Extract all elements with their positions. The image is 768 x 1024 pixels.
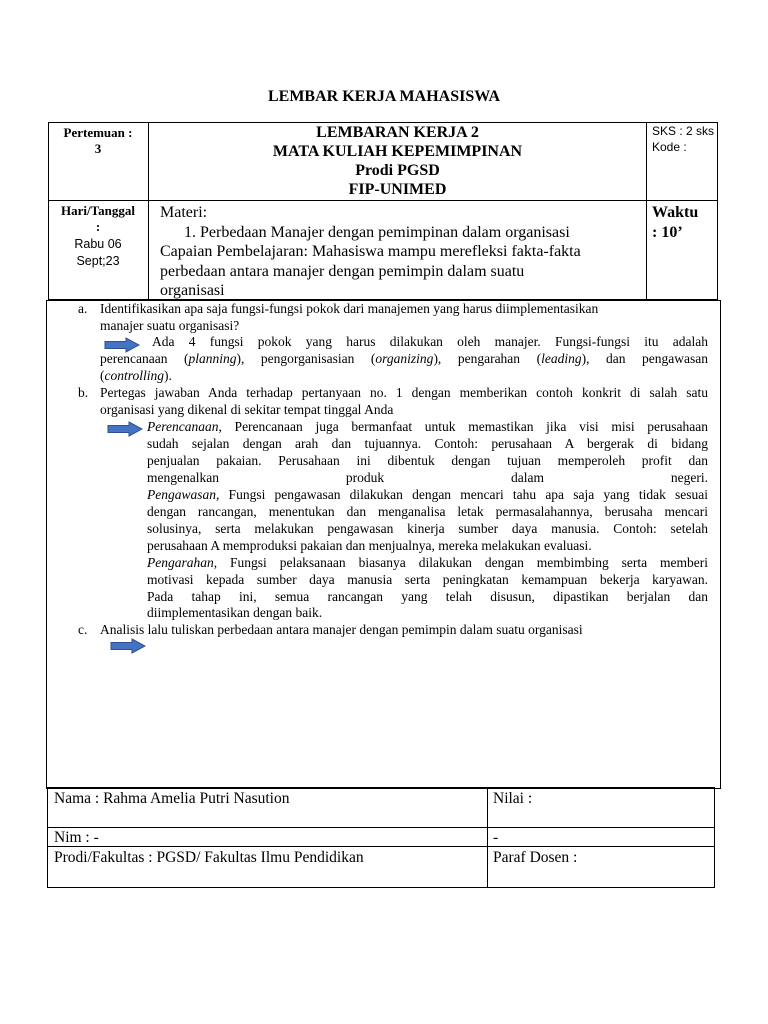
question-b-text-2: organisasi yang dikenal di sekitar tempat tinggal Anda xyxy=(100,402,394,417)
term-organizing: organizing xyxy=(375,351,434,366)
text-span: negeri. xyxy=(670,470,708,485)
question-a-text-1: Identifikasikan apa saja fungsi-fungsi pokok dari manajemen yang harus diimplementasikan xyxy=(100,301,599,316)
capaian-line-2: perbedaan antara manajer dengan pemimpin dalam suatu xyxy=(160,262,525,280)
waktu-label xyxy=(652,203,698,243)
answer-b-p2-line-3: solusinya, serta melakukan pengawasan kinerja sumber daya manusia. Contoh: setelah xyxy=(147,521,708,536)
prodi-label: Prodi/Fakultas : PGSD/ Fakultas Ilmu Pendidikan xyxy=(54,849,364,866)
term-pengawasan: Pengawasan, xyxy=(147,487,220,502)
arrow-right-icon xyxy=(107,421,143,437)
capaian-line-1: Capaian Pembelajaran: Mahasiswa mampu merefleksi fakta-fakta xyxy=(160,243,581,260)
waktu-line-1: Waktu xyxy=(652,204,699,221)
text-span: perencanaan ( xyxy=(100,351,189,366)
title-line-2: MATA KULIAH KEPEMIMPINAN xyxy=(272,143,523,160)
text-span: ), pengarahan ( xyxy=(433,351,542,366)
hari-label-line-2: : xyxy=(95,219,101,234)
term-planning: planning xyxy=(188,351,237,366)
pertemuan-label: Pertemuan : xyxy=(63,125,133,140)
answer-a-line-3 xyxy=(100,368,172,385)
hari-value-line-2: Sept;23 xyxy=(76,254,120,268)
title-line-3: Prodi PGSD xyxy=(355,162,440,179)
materi-block xyxy=(160,203,644,301)
capaian-line-3: organisasi xyxy=(160,282,225,299)
answer-b-p3-line-1 xyxy=(147,555,708,572)
term-perencanaan: Perencanaan xyxy=(147,419,219,434)
answer-b-p2-line-1 xyxy=(147,487,708,504)
materi-label: Materi: xyxy=(160,204,208,221)
nim-right: - xyxy=(493,829,499,846)
nim-label: Nim : - xyxy=(54,829,99,846)
answer-b-p1-line-4 xyxy=(147,470,708,487)
answer-b-p3-line-2: motivasi kepada sumber daya manusia serta peningkatan kemampuan bekerja karyawan. xyxy=(147,572,708,587)
materi-item: 1. Perbedaan Manajer dengan pemimpinan dalam organisasi xyxy=(184,223,570,241)
worksheet-title xyxy=(149,123,646,199)
term-pengarahan: Pengarahan xyxy=(147,555,214,570)
text-span: , Perencanaan juga bermanfaat untuk memastikan jika visi misi perusahaan xyxy=(218,419,708,434)
arrow-right-icon xyxy=(110,638,146,654)
hari-label-line-1: Hari/Tanggal xyxy=(61,203,135,218)
pertemuan-value: 3 xyxy=(94,141,102,156)
question-c-text: Analisis lalu tuliskan perbedaan antara manajer dengan pemimpin dalam suatu organisasi xyxy=(100,622,583,637)
answer-a-line-2 xyxy=(100,351,708,368)
answer-b-p3-line-3: Pada tahap ini, semua rancangan yang telah disusun, dipastikan berjalan dan xyxy=(147,589,708,604)
student-name: Nama : Rahma Amelia Putri Nasution xyxy=(54,790,290,807)
question-b-marker: b. xyxy=(78,385,89,400)
text-span: mengenalkan xyxy=(147,470,219,485)
text-span: ), dan pengawasan xyxy=(581,351,708,366)
paraf-label: Paraf Dosen : xyxy=(493,849,578,866)
kode-label: Kode : xyxy=(652,140,687,154)
text-span: ). xyxy=(164,368,172,383)
text-span: dalam xyxy=(510,470,544,485)
title-line-4: FIP-UNIMED xyxy=(348,181,447,198)
question-c-marker: c. xyxy=(78,622,88,637)
text-span: Fungsi pengawasan dilakukan dengan mencari tahu apa saja yang tidak sesuai xyxy=(219,487,708,502)
text-span: ( xyxy=(100,368,105,383)
answer-b-p1-line-3: penjualan pakaian. Perusahaan ini dibentuk dengan tujuan memperoleh profit dan xyxy=(147,453,708,468)
text-span: produk xyxy=(345,470,385,485)
waktu-line-2: : 10’ xyxy=(652,224,683,241)
text-span: ), pengorganisasian ( xyxy=(236,351,376,366)
hari-value-line-1: Rabu 06 xyxy=(74,237,122,251)
text-span: , Fungsi pelaksanaan biasanya dilakukan dengan membimbing serta memberi xyxy=(213,555,708,570)
sks-value: SKS : 2 sks xyxy=(652,124,715,138)
hari-value xyxy=(48,236,148,270)
answer-b-p1-line-2: sudah sejalan dengan arah dan tujuannya. Contoh: perusahaan A bergerak di bidang xyxy=(147,436,708,451)
title-line-1: LEMBARAN KERJA 2 xyxy=(316,124,479,141)
question-b-text-1: Pertegas jawaban Anda terhadap pertanyaan no. 1 dengan memberikan contoh konkrit di salah satu xyxy=(100,385,708,400)
answer-b-p2-line-2: dengan rancangan, menentukan dan menganalisa letak permasalahannya, berusaha mencari xyxy=(147,504,708,519)
question-a-text-2: manajer suatu organisasi? xyxy=(100,318,240,333)
term-controlling: controlling xyxy=(104,368,164,383)
page-title: LEMBAR KERJA MAHASISWA xyxy=(267,88,501,105)
nilai-label: Nilai : xyxy=(493,790,533,807)
question-a-marker: a. xyxy=(78,301,88,316)
term-leading: leading xyxy=(541,351,582,366)
answer-a-line-1: Ada 4 fungsi pokok yang harus dilakukan oleh manajer. Fungsi-fungsi itu adalah xyxy=(152,334,708,349)
answer-b-p3-line-4: diimplementasikan dengan baik. xyxy=(147,605,323,620)
answer-b-p2-line-4: perusahaan A memproduksi pakaian dan menjualnya, mereka melakukan evaluasi. xyxy=(147,538,592,553)
answer-b-p1-line-1 xyxy=(147,419,708,436)
hari-label xyxy=(48,203,148,235)
